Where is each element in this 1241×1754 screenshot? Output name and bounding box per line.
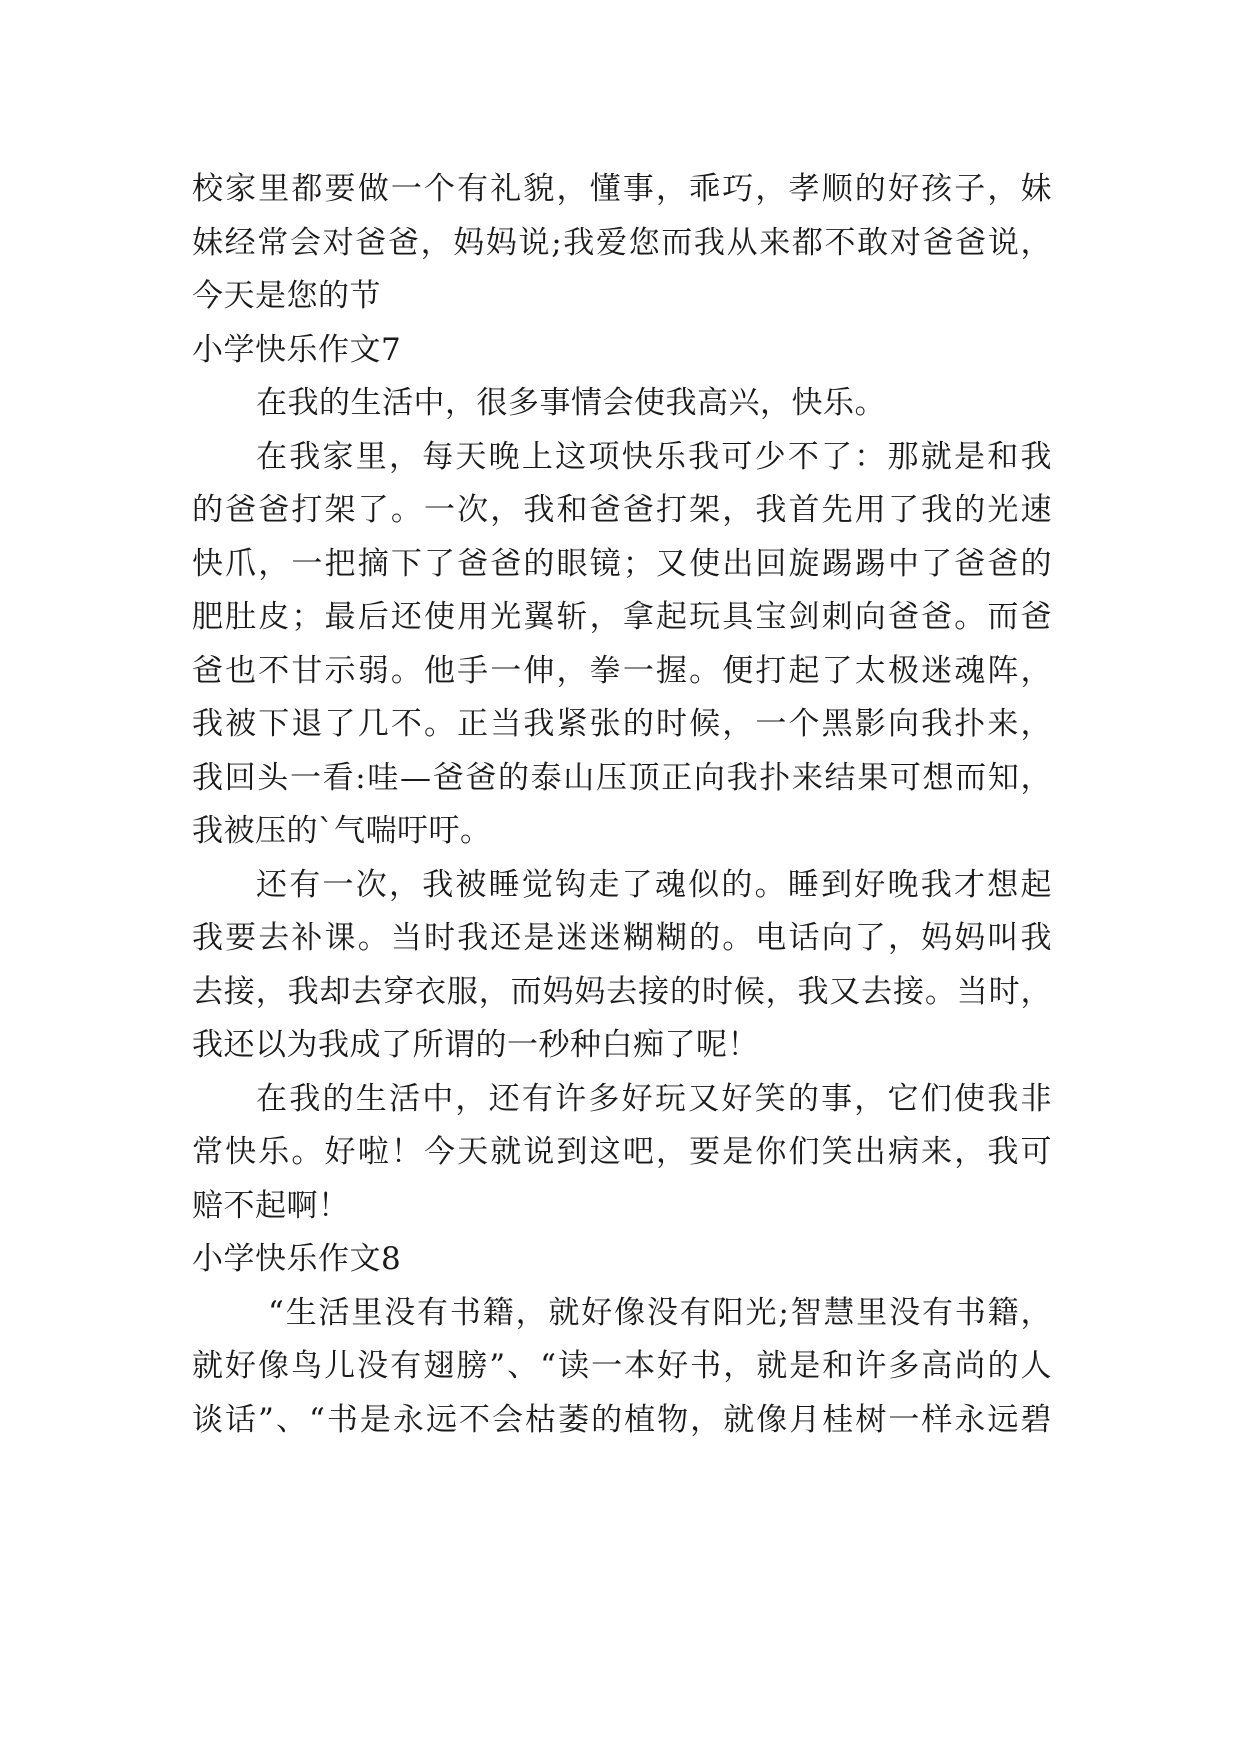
paragraph-first-line: “生活里没有书籍，就好像没有阳光;智慧里没有书籍，	[268, 1294, 1052, 1331]
text-line: 就好像鸟儿没有翅膀”、“读一本好书，就是和许多高尚的人	[192, 1348, 1052, 1384]
section-heading-7: 小学快乐作文7	[192, 331, 402, 368]
text-line: 肥肚皮；最后还使用光翼斩，拿起玩具宝剑刺向爸爸。而爸	[192, 599, 1052, 635]
text-line: 今天是您的节	[192, 278, 381, 314]
paragraph-first-line: 在我的生活中，很多事情会使我高兴，快乐。	[256, 385, 886, 421]
paragraph-first-line: 还有一次，我被睡觉钩走了魂似的。睡到好晚我才想起	[256, 866, 1052, 903]
text-line: 快爪，一把摘下了爸爸的眼镜；又使出回旋踢踢中了爸爸的	[192, 545, 1052, 582]
paragraph-first-line: 在我的生活中，还有许多好玩又好笑的事，它们使我非	[256, 1080, 1052, 1117]
text-line: 谈话”、“书是永远不会枯萎的植物，就像月桂树一样永远碧	[192, 1401, 1052, 1438]
text-line: 的爸爸打架了。一次，我和爸爸打架，我首先用了我的光速	[192, 492, 1052, 528]
text-line: 我被压的`气喘吁吁。	[192, 813, 492, 849]
text-line: 赔不起啊！	[192, 1187, 350, 1224]
text-line: 去接，我却去穿衣服，而妈妈去接的时候，我又去接。当时，	[192, 973, 1052, 1010]
text-line: 爸也不甘示弱。他手一伸，拳一握。便打起了太极迷魂阵，	[192, 652, 1052, 689]
text-line: 常快乐。好啦！今天就说到这吧，要是你们笑出病来，我可	[192, 1134, 1052, 1170]
section-heading-8: 小学快乐作文8	[192, 1241, 402, 1277]
text-line: 校家里都要做一个有礼貌，懂事，乖巧，孝顺的好孩子，妹	[192, 171, 1052, 207]
text-line: 我被下退了几不。正当我紧张的时候，一个黑影向我扑来，	[192, 706, 1052, 742]
text-line: 我回头一看:哇—爸爸的泰山压顶正向我扑来结果可想而知，	[192, 759, 1052, 796]
text-line: 我还以为我成了所谓的一秒种白痴了呢！	[192, 1027, 759, 1063]
paragraph-first-line: 在我家里，每天晚上这项快乐我可少不了：那就是和我	[256, 438, 1052, 475]
text-line: 妹经常会对爸爸，妈妈说;我爱您而我从来都不敢对爸爸说，	[192, 224, 1052, 261]
document-page	[192, 163, 1052, 1447]
text-line: 我要去补课。当时我还是迷迷糊糊的。电话向了，妈妈叫我	[192, 920, 1052, 956]
